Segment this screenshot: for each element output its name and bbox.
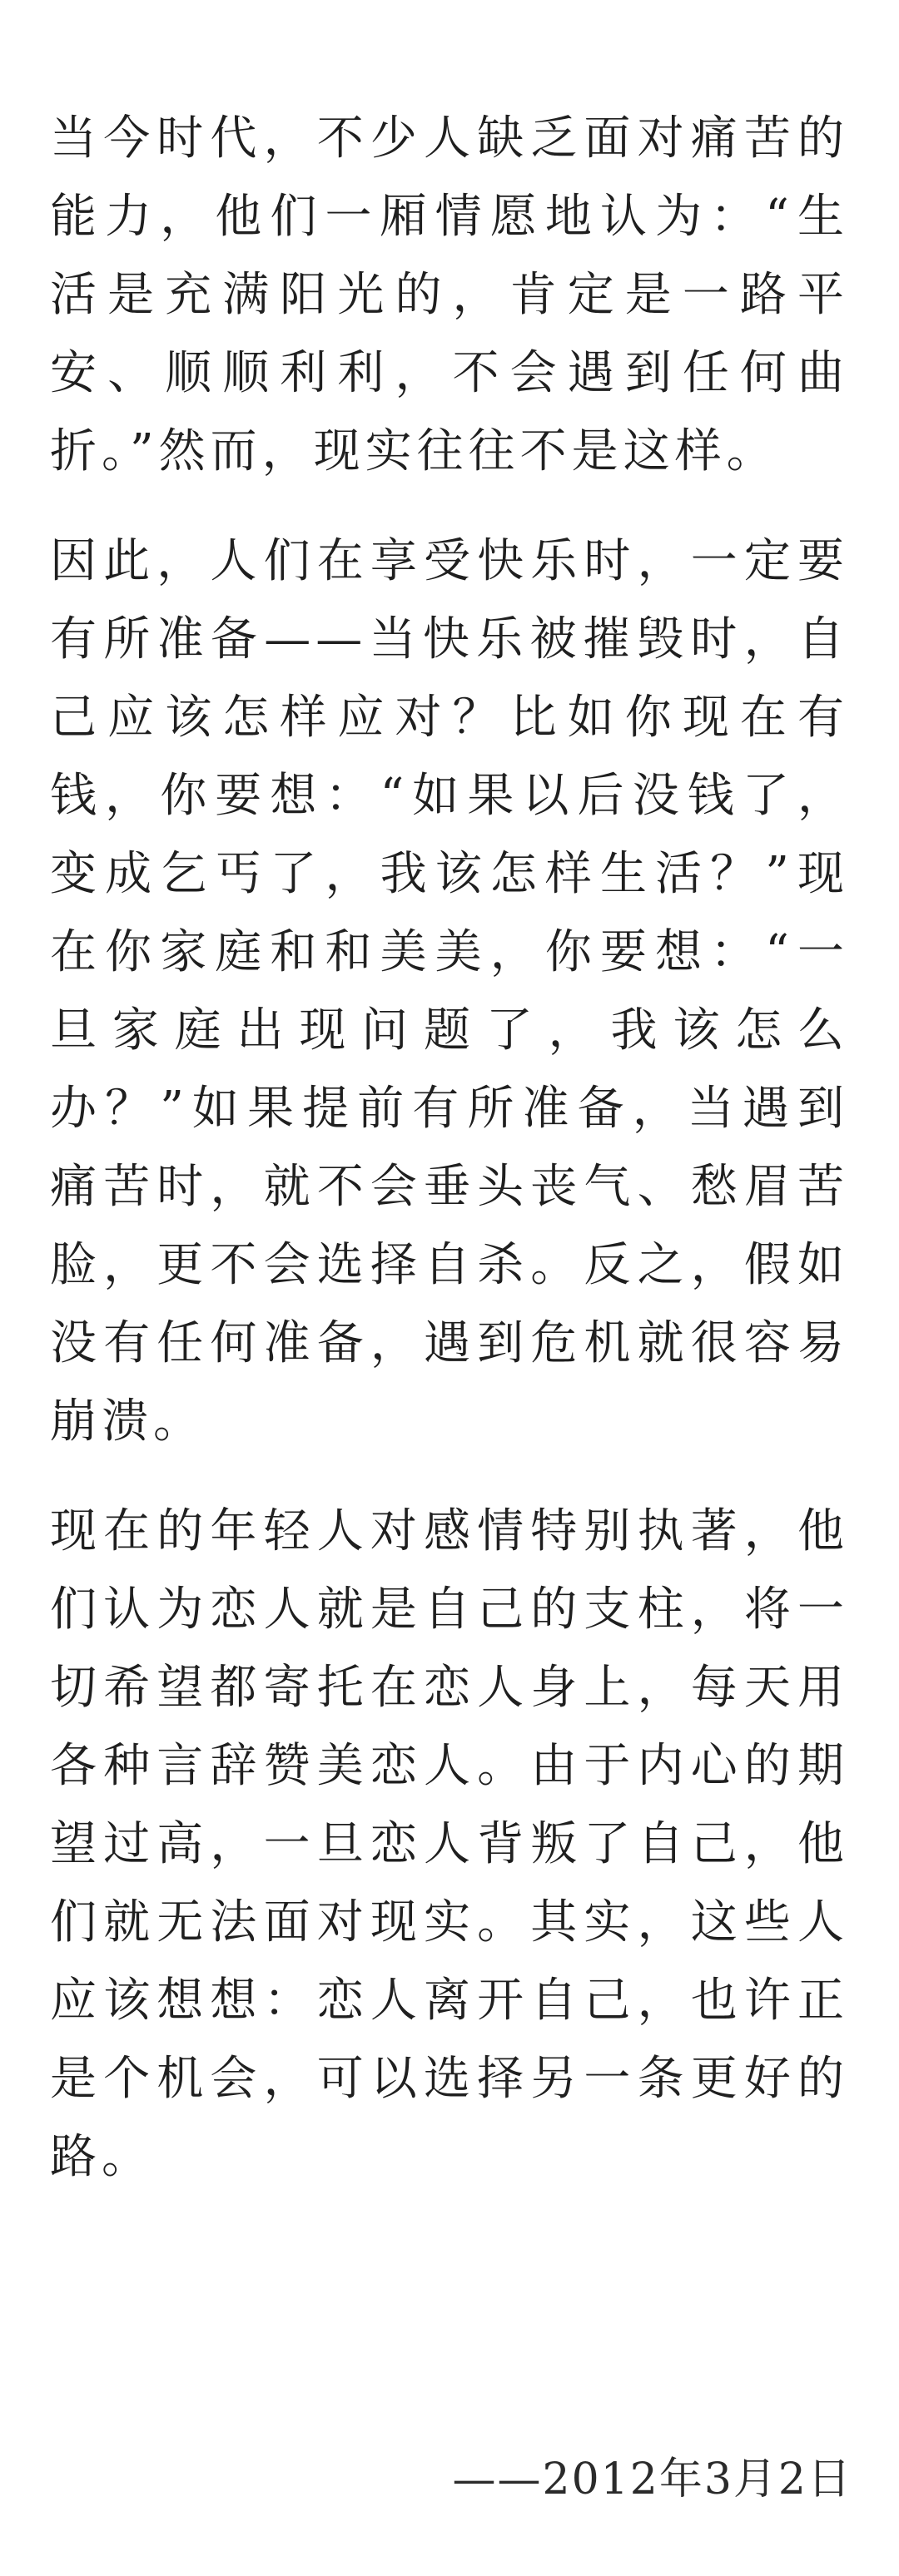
paragraph-2: 因此，人们在享受快乐时，一定要有所准备——当快乐被摧毁时，自己应该怎样应对？比如你现在有钱，你要想：“如果以后没钱了，变成乞丐了，我该怎样生活？”现在你家庭和和美美，你要想：“一旦家庭出现问题了，我该怎么办？”如果提前有所准备，当遇到痛苦时，就不会垂头丧气、愁眉苦脸，更不会选择自杀。反之，假如没有任何准备，遇到危机就很容易崩溃。 [50,534,849,1449]
date-signature: ——2012年3月2日 [452,2455,852,2504]
paragraph-3: 现在的年轻人对感情特别执著，他们认为恋人就是自己的支柱，将一切希望都寄托在恋人身上，每天用各种言辞赞美恋人。由于内心的期望过高，一旦恋人背叛了自己，他们就无法面对现实。其实，这些人应该想想：恋人离开自己，也许正是个机会，可以选择另一条更好的路。 [50,1504,849,2184]
paragraph-1: 当今时代，不少人缺乏面对痛苦的能力，他们一厢情愿地认为：“生活是充满阳光的，肯定是一路平安、顺顺利利，不会遇到任何曲折。”然而，现实往往不是这样。 [50,111,849,478]
